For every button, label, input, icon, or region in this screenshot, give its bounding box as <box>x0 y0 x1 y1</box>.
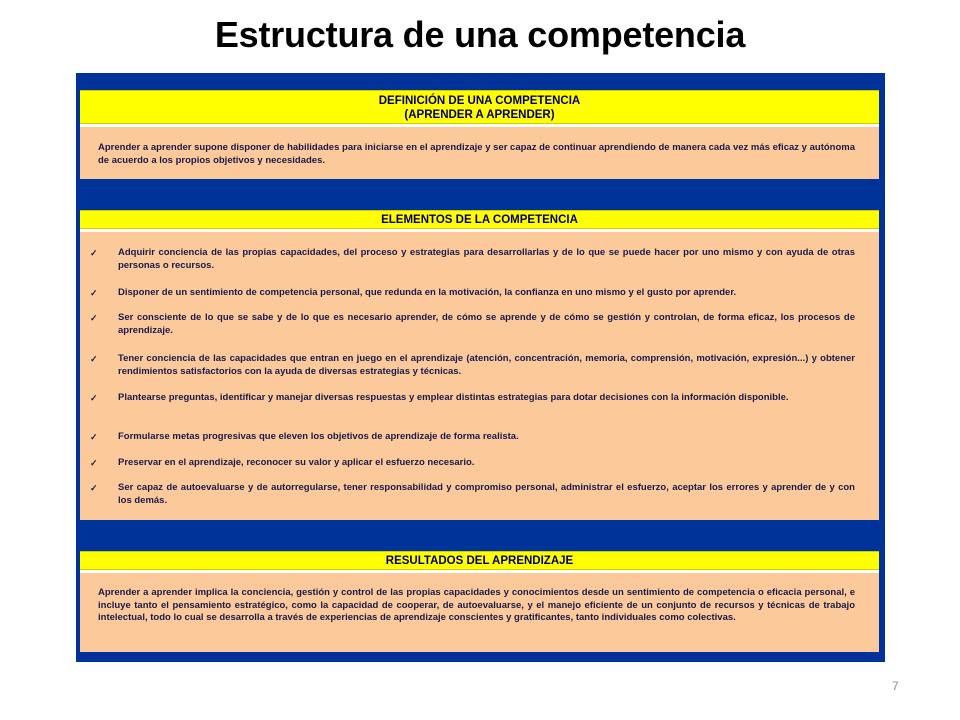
list-item-text: Ser capaz de autoevaluarse y de autorregularse, tener responsabilidad y compromiso personal, administrar el esfuerzo, aceptar los errores y aprender de y con los demás. <box>118 482 855 506</box>
check-icon: ✓ <box>90 288 98 298</box>
slide-title: Estructura de una competencia <box>214 14 746 55</box>
list-item-text: Preservar en el aprendizaje, reconocer su valor y aplicar el esfuerzo necesario. <box>118 457 475 468</box>
check-icon: ✓ <box>90 354 98 364</box>
definition-text: Aprender a aprender supone disponer de habilidades para iniciarse en el aprendizaje y ser capaz de continuar aprendiendo de manera cada vez más eficaz y autónoma de acuerdo a los propios objetivos y necesidades. <box>98 142 855 166</box>
definition-heading-bar <box>80 90 879 124</box>
results-text: Aprender a aprender implica la conciencia, gestión y control de las propias capacidades y conocimientos desde un sentimiento de competencia o eficacia personal, e incluye tanto el pensamiento estratégico, como la capacidad de cooperar, de autoevaluarse, y el manejo eficiente de un conjunto de recursos y técnicas de trabajo intelectual, todo lo cual se desarrolla a través de experiencias de aprendizaje conscientes y gratificantes, tanto individuales como colectivas. <box>98 587 855 623</box>
competency-panel <box>76 73 885 662</box>
check-icon: ✓ <box>90 313 98 323</box>
page-number: 7 <box>892 679 899 693</box>
check-icon: ✓ <box>90 393 98 403</box>
check-icon: ✓ <box>90 248 98 258</box>
list-item-text: Adquirir conciencia de las propias capacidades, del proceso y estrategias para desarrollarlas y de lo que se puede hacer por uno mismo y con ayuda de otras personas o recursos. <box>118 247 855 271</box>
elements-heading: ELEMENTOS DE LA COMPETENCIA <box>381 214 578 226</box>
list-item-text: Ser consciente de lo que se sabe y de lo que es necesario aprender, de cómo se aprende y de cómo se gestión y controlan, de forma eficaz, los procesos de aprendizaje. <box>118 312 855 336</box>
list-item-text: Formularse metas progresivas que eleven los objetivos de aprendizaje de forma realista. <box>118 431 519 442</box>
list-item-text: Tener conciencia de las capacidades que entran en juego en el aprendizaje (atención, concentración, memoria, comprensión, motivación, expresión...) y obtener rendimientos satisfactorios con la ayuda de diversas estrategias y técnicas. <box>118 353 855 377</box>
results-box <box>80 570 879 652</box>
list-item-text: Disponer de un sentimiento de competencia personal, que redunda en la motivación, la confianza en uno mismo y el gusto por aprender. <box>118 287 737 298</box>
check-icon: ✓ <box>90 483 98 493</box>
definition-heading-line2: (APRENDER A APRENDER) <box>404 109 555 121</box>
results-heading: RESULTADOS DEL APRENDIZAJE <box>385 555 574 567</box>
check-icon: ✓ <box>90 432 98 442</box>
definition-heading-line1: DEFINICIÓN DE UNA COMPETENCIA <box>378 95 581 107</box>
definition-box <box>80 124 879 179</box>
list-item-text: Plantearse preguntas, identificar y manejar diversas respuestas y emplear distintas estrategias para dotar decisiones con la información disponible. <box>118 392 789 403</box>
elements-box <box>80 229 879 520</box>
check-icon: ✓ <box>90 458 98 468</box>
results-heading-bar <box>80 551 879 570</box>
elements-heading-bar <box>80 210 879 229</box>
